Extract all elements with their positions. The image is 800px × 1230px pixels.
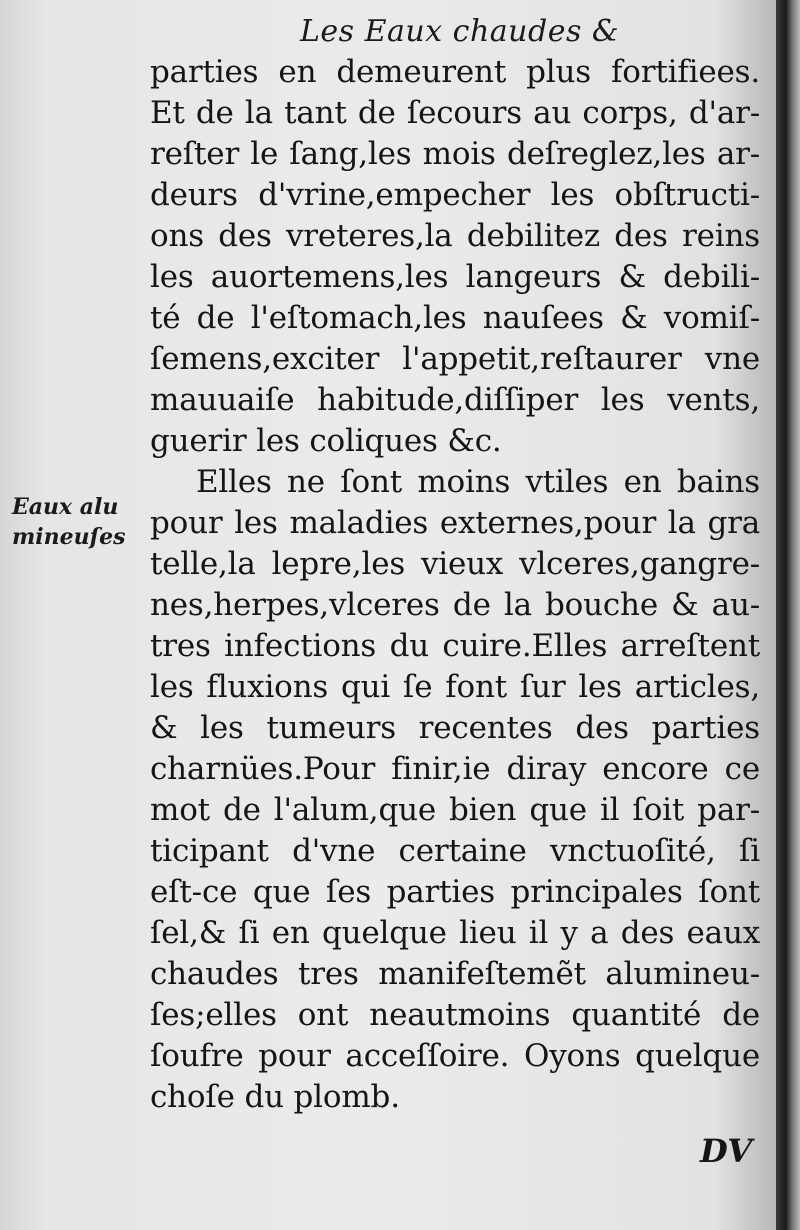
text-line: & les tumeurs recentes des parties	[150, 710, 760, 746]
text-line: Elles ne ſont moins vtiles en bains	[196, 464, 760, 500]
text-line: ſoufre pour acceſſoire. Oyons quelque	[150, 1038, 760, 1074]
text-line: pour les maladies externes,pour la gra	[150, 505, 760, 541]
text-line: tres infections du cuire.Elles arreſtent	[150, 628, 760, 664]
margin-note-line: Eaux alu	[12, 494, 119, 520]
text-line: guerir les coliques &c.	[150, 423, 502, 459]
text-line: parties en demeurent plus fortifiees.	[150, 54, 760, 90]
text-line: ſemens,exciter l'appetit,reſtaurer vne	[150, 341, 760, 377]
margin-note-line: mineuſes	[12, 524, 126, 550]
text-line: ſel,& ſi en quelque lieu il y a des eaux	[150, 915, 760, 951]
text-line: eſt-ce que ſes parties principales ſont	[150, 874, 760, 910]
catchword: DV	[700, 1132, 753, 1170]
text-line: reſter le ſang,les mois deſreglez,les ar-	[150, 136, 760, 172]
text-line: choſe du plomb.	[150, 1079, 400, 1115]
text-line: mauuaiſe habitude,diſſiper les vents,	[150, 382, 760, 418]
text-line: les auortemens,les langeurs & debili-	[150, 259, 760, 295]
book-spine-edge	[776, 0, 800, 1230]
text-line: charnües.Pour finir,ie diray encore ce	[150, 751, 760, 787]
text-line: Et de la tant de ſecours au corps, d'ar-	[150, 95, 760, 131]
text-line: chaudes tres manifeſtemẽt alumineu-	[150, 956, 760, 992]
text-line: nes,herpes,vlceres de la bouche & au-	[150, 587, 760, 623]
text-line: ticipant d'vne certaine vnctuoſité, ſi	[150, 833, 760, 869]
running-title: Les Eaux chaudes &	[300, 14, 620, 49]
text-line: té de l'eſtomach,les nauſees & vomiſ-	[150, 300, 760, 336]
margin-note	[12, 492, 140, 552]
text-line: deurs d'vrine,empecher les obſtructi-	[150, 177, 760, 213]
text-line: telle,la lepre,les vieux vlceres,gangre-	[150, 546, 760, 582]
text-line: mot de l'alum,que bien que il ſoit par-	[150, 792, 760, 828]
text-line: les fluxions qui ſe font ſur les articles,	[150, 669, 760, 705]
text-line: ons des vreteres,la debilitez des reins	[150, 218, 760, 254]
text-line: ſes;elles ont neautmoins quantité de	[150, 997, 760, 1033]
body-text	[150, 52, 760, 1118]
